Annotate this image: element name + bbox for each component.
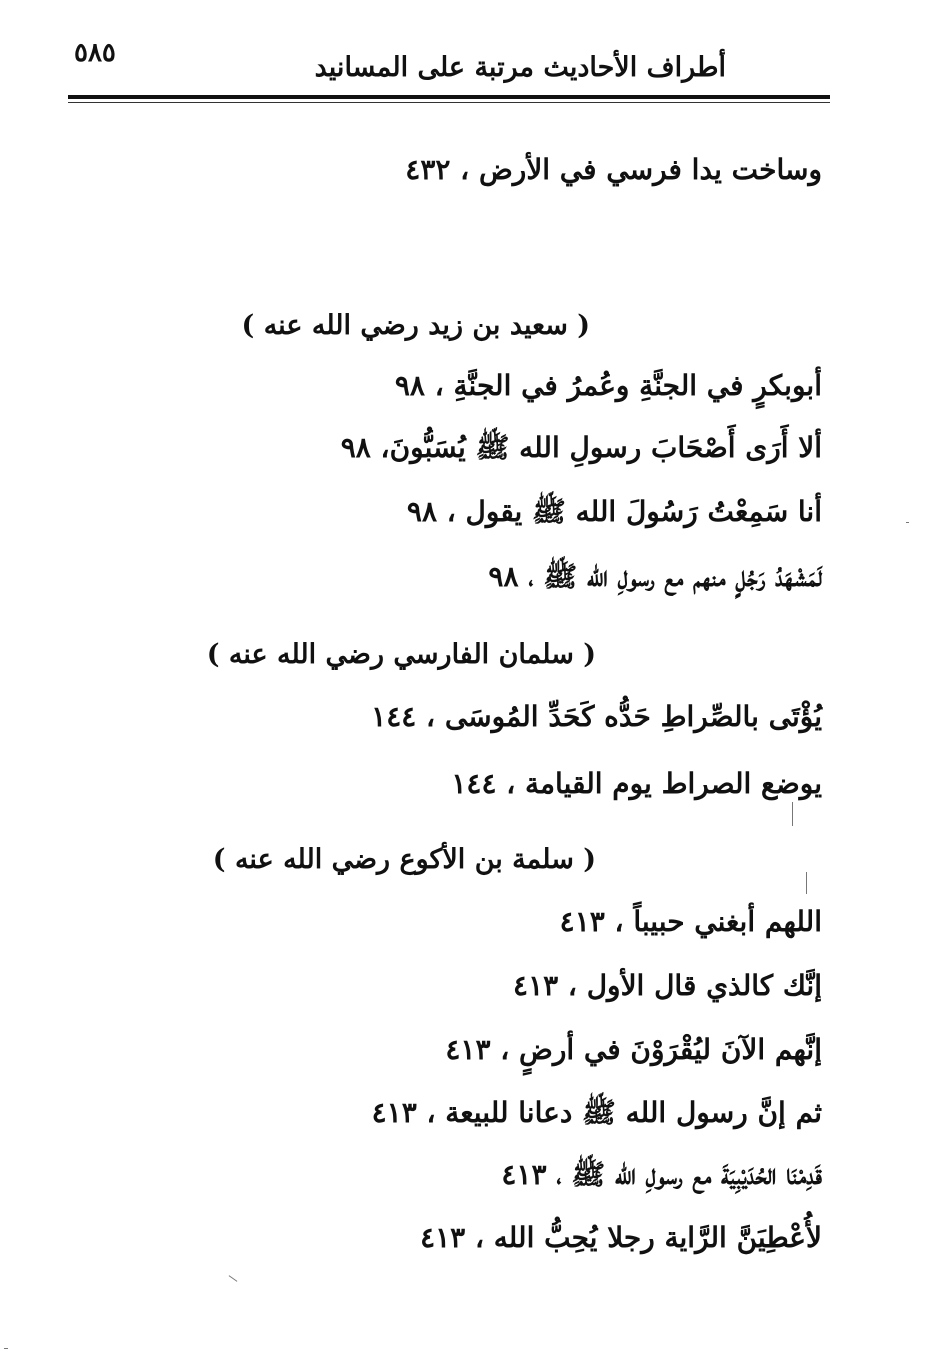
hadith-entry: اللهم أبغني حبيباً ، ٤١٣ xyxy=(559,905,822,938)
scan-artifact xyxy=(229,1275,238,1282)
hadith-entry: قَدِمْنَا الحُدَيْبِيَةَ مع رسولِ الله ﷺ ، ٤١٣ xyxy=(501,1158,822,1191)
hadith-entry: لأُعْطِيَنَّ الرَّاية رجلا يُحِبُّ الله ، ٤١٣ xyxy=(420,1221,822,1254)
companion-heading-salamah-bin-al-akwa: ( سلمة بن الأكوع رضي الله عنه ) xyxy=(212,844,596,875)
scan-artifact xyxy=(806,872,807,894)
companion-heading-saeed-bin-zaid: ( سعيد بن زيد رضي الله عنه ) xyxy=(241,310,590,341)
running-header-title: أطراف الأحاديث مرتبة على المسانيد xyxy=(314,52,726,83)
hadith-entry: أنا سَمِعْتُ رَسُولَ الله ﷺ يقول ، ٩٨ xyxy=(406,495,822,528)
header-rule-thin xyxy=(68,102,830,103)
hadith-entry: لَمَشْهَدُ رَجُلٍ منهم مع رسولِ الله ﷺ ، ٩٨ xyxy=(488,560,822,593)
hadith-entry: يُؤْتَى بالصِّراطِ حَدُّه كَحَدِّ المُوسَى ، ١٤٤ xyxy=(371,700,822,733)
page-number: ٥٨٥ xyxy=(74,38,116,68)
hadith-entry: ثم إنَّ رسول الله ﷺ دعانا للبيعة ، ٤١٣ xyxy=(371,1096,822,1129)
scan-artifact xyxy=(4,1348,8,1349)
hadith-entry: يوضع الصراط يوم القيامة ، ١٤٤ xyxy=(451,767,822,800)
hadith-entry: إنَّهم الآنَ ليُقْرَوْنَ في أرضٍ ، ٤١٣ xyxy=(445,1033,822,1066)
hadith-entry: أبوبكرٍ في الجنَّةِ وعُمرُ في الجنَّةِ ، ٩٨ xyxy=(394,369,822,402)
continued-entry: وساخت يدا فرسي في الأرض ، ٤٣٢ xyxy=(405,153,822,186)
hadith-entry: ألا أَرَى أَصْحَابَ رسولِ الله ﷺ يُسَبُّونَ، ٩٨ xyxy=(340,431,822,464)
scan-artifact xyxy=(906,522,909,523)
scan-artifact xyxy=(792,802,793,826)
companion-heading-salman-al-farisi: ( سلمان الفارسي رضي الله عنه ) xyxy=(206,639,596,670)
hadith-entry: إنَّك كالذي قال الأول ، ٤١٣ xyxy=(513,969,822,1002)
header-rule-thick xyxy=(68,95,830,99)
